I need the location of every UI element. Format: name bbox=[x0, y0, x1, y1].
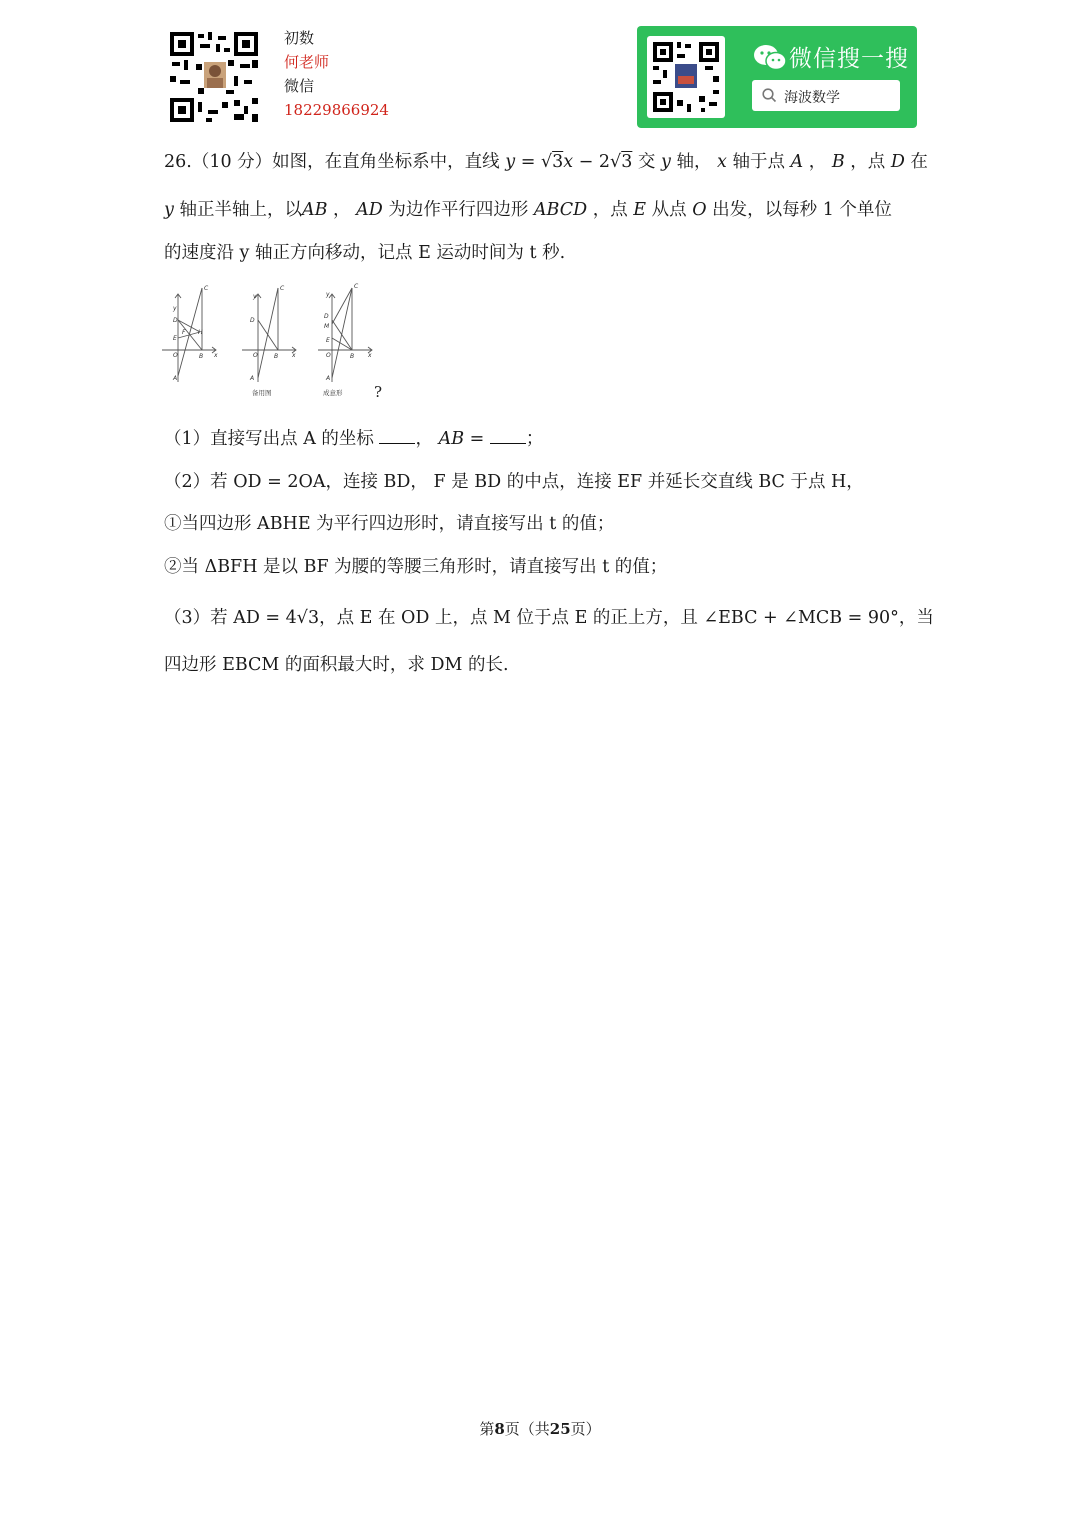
page-mid: 页（共 bbox=[504, 1420, 550, 1438]
question-figures bbox=[160, 280, 400, 406]
svg-text:O: O bbox=[173, 352, 178, 359]
part-3-line-1: （3）若 AD = 4√3，点 E 在 OD 上，点 M 位于点 E 的正上方，且 ∠EBC + ∠MCB = 90°，当 bbox=[164, 608, 934, 628]
banner-search-box[interactable] bbox=[752, 80, 900, 111]
contact-info bbox=[284, 26, 389, 122]
svg-text:x: x bbox=[292, 352, 296, 359]
svg-text:O: O bbox=[326, 352, 331, 359]
svg-text:y: y bbox=[253, 293, 257, 300]
part-1: （1）直接写出点 A 的坐标 ， AB = ； bbox=[164, 429, 544, 449]
fig-caption-3: 成意形 bbox=[323, 389, 343, 397]
svg-text:x: x bbox=[214, 352, 218, 359]
fig-caption-2: 备用图 bbox=[252, 389, 272, 397]
svg-text:D: D bbox=[324, 313, 329, 320]
wechat-icon bbox=[753, 44, 787, 72]
svg-text:C: C bbox=[204, 285, 209, 292]
contact-subject: 初数 bbox=[284, 29, 315, 47]
svg-text:D: D bbox=[173, 317, 178, 324]
svg-text:O: O bbox=[253, 352, 258, 359]
svg-text:B: B bbox=[350, 353, 355, 360]
page-suffix: 页） bbox=[570, 1420, 601, 1438]
answer-blank-a[interactable] bbox=[379, 429, 415, 444]
wechat-search-banner[interactable] bbox=[637, 26, 917, 128]
part-2: （2）若 OD = 2OA，连接 BD， F 是 BD 的中点，连接 EF 并延长交直线 BC 于点 H， bbox=[164, 472, 864, 492]
banner-title: 微信搜一搜 bbox=[789, 46, 909, 72]
page-number bbox=[0, 1418, 1080, 1439]
contact-wechat-label: 微信 bbox=[284, 77, 315, 95]
page-prefix: 第 bbox=[479, 1420, 495, 1438]
svg-text:C: C bbox=[354, 283, 359, 290]
contact-phone: 18229866924 bbox=[284, 101, 389, 119]
svg-text:H: H bbox=[198, 329, 203, 336]
figure-question-mark: ? bbox=[374, 383, 383, 401]
part-2-2: ②当 ΔBFH 是以 BF 为腰的等腰三角形时，请直接写出 t 的值； bbox=[164, 557, 668, 577]
svg-text:B: B bbox=[199, 353, 204, 360]
svg-text:A: A bbox=[250, 375, 255, 382]
svg-text:C: C bbox=[280, 285, 285, 292]
question-line-2: y 轴正半轴上，以AB ， AD 为边作平行四边形 ABCD ，点 E 从点 O 出发，以每秒 1 个单位 bbox=[164, 200, 892, 220]
svg-text:y: y bbox=[173, 305, 177, 312]
svg-text:B: B bbox=[274, 353, 279, 360]
answer-blank-ab[interactable] bbox=[490, 429, 526, 444]
svg-text:M: M bbox=[324, 323, 330, 330]
svg-text:E: E bbox=[173, 335, 177, 342]
question-line-3: 的速度沿 y 轴正方向移动，记点 E 运动时间为 t 秒. bbox=[164, 243, 566, 263]
page-total: 25 bbox=[549, 1420, 571, 1438]
svg-text:A: A bbox=[326, 375, 331, 382]
question-intro: 26.（10 分）如图，在直角坐标系中，直线 bbox=[164, 152, 500, 172]
banner-search-text: 海波数学 bbox=[784, 90, 840, 106]
svg-text:E: E bbox=[326, 337, 330, 344]
contact-teacher: 何老师 bbox=[284, 53, 330, 71]
part-2-1: ①当四边形 ABHE 为平行四边形时，请直接写出 t 的值； bbox=[164, 514, 615, 534]
search-icon bbox=[762, 88, 777, 103]
svg-text:y: y bbox=[326, 291, 330, 298]
page-current: 8 bbox=[494, 1420, 505, 1438]
svg-text:D: D bbox=[250, 317, 255, 324]
question-line-1: 26.（10 分）如图，在直角坐标系中，直线 y = √3x − 2√3 交 y 轴， x 轴于点 A ， B ，点 D 在 bbox=[164, 152, 928, 172]
svg-text:F: F bbox=[182, 329, 186, 336]
part-3-line-2: 四边形 EBCM 的面积最大时，求 DM 的长. bbox=[164, 655, 509, 675]
part-1-text: （1）直接写出点 A 的坐标 bbox=[164, 429, 374, 449]
qr-code-right bbox=[647, 36, 725, 118]
qr-code-left bbox=[168, 30, 260, 124]
question-line2-text: 轴正半轴上，以 bbox=[179, 200, 302, 220]
svg-text:x: x bbox=[368, 352, 372, 359]
svg-text:A: A bbox=[173, 375, 178, 382]
